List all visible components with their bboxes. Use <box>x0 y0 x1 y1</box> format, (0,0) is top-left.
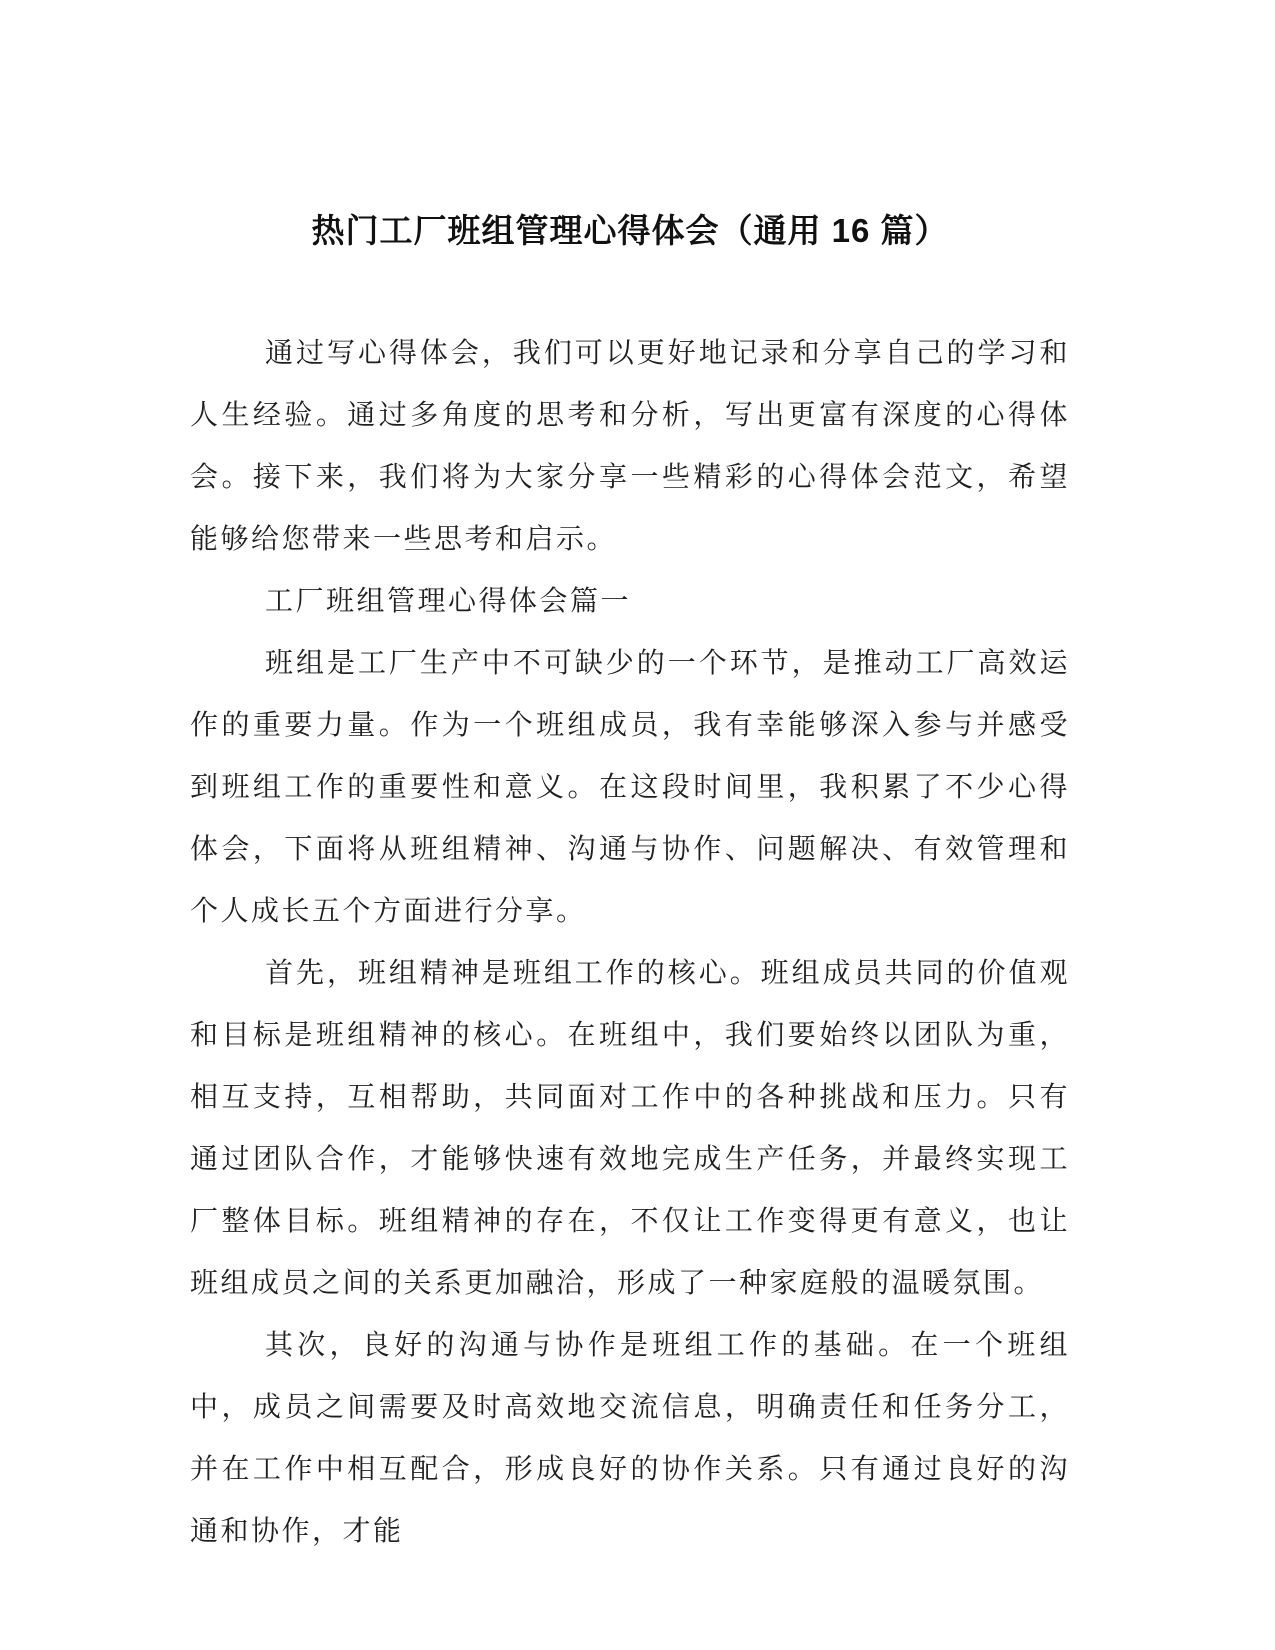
paragraph: 其次，良好的沟通与协作是班组工作的基础。在一个班组中，成员之间需要及时高效地交流信息，明确责任和任务分工，并在工作中相互配合，形成良好的协作关系。只有通过良好的沟通和协作，才能 <box>190 1330 1070 1547</box>
paragraph: 通过写心得体会，我们可以更好地记录和分享自己的学习和人生经验。通过多角度的思考和分析，写出更富有深度的心得体会。接下来，我们将为大家分享一些精彩的心得体会范文，希望能够给您带来一些思考和启示。 <box>190 338 1070 555</box>
paragraph: 工厂班组管理心得体会篇一 <box>265 586 632 617</box>
paragraph: 班组是工厂生产中不可缺少的一个环节，是推动工厂高效运作的重要力量。作为一个班组成员，我有幸能够深入参与并感受到班组工作的重要性和意义。在这段时间里，我积累了不少心得体会，下面将从班组精神、沟通与协作、问题解决、有效管理和个人成长五个方面进行分享。 <box>190 648 1070 927</box>
document-body <box>190 323 1070 1563</box>
paragraph: 首先，班组精神是班组工作的核心。班组成员共同的价值观和目标是班组精神的核心。在班组中，我们要始终以团队为重，相互支持，互相帮助，共同面对工作中的各种挑战和压力。只有通过团队合作，才能够快速有效地完成生产任务，并最终实现工厂整体目标。班组精神的存在，不仅让工作变得更有意义，也让班组成员之间的关系更加融洽，形成了一种家庭般的温暖氛围。 <box>190 958 1070 1299</box>
document-title: 热门工厂班组管理心得体会（通用 16 篇） <box>311 212 949 249</box>
